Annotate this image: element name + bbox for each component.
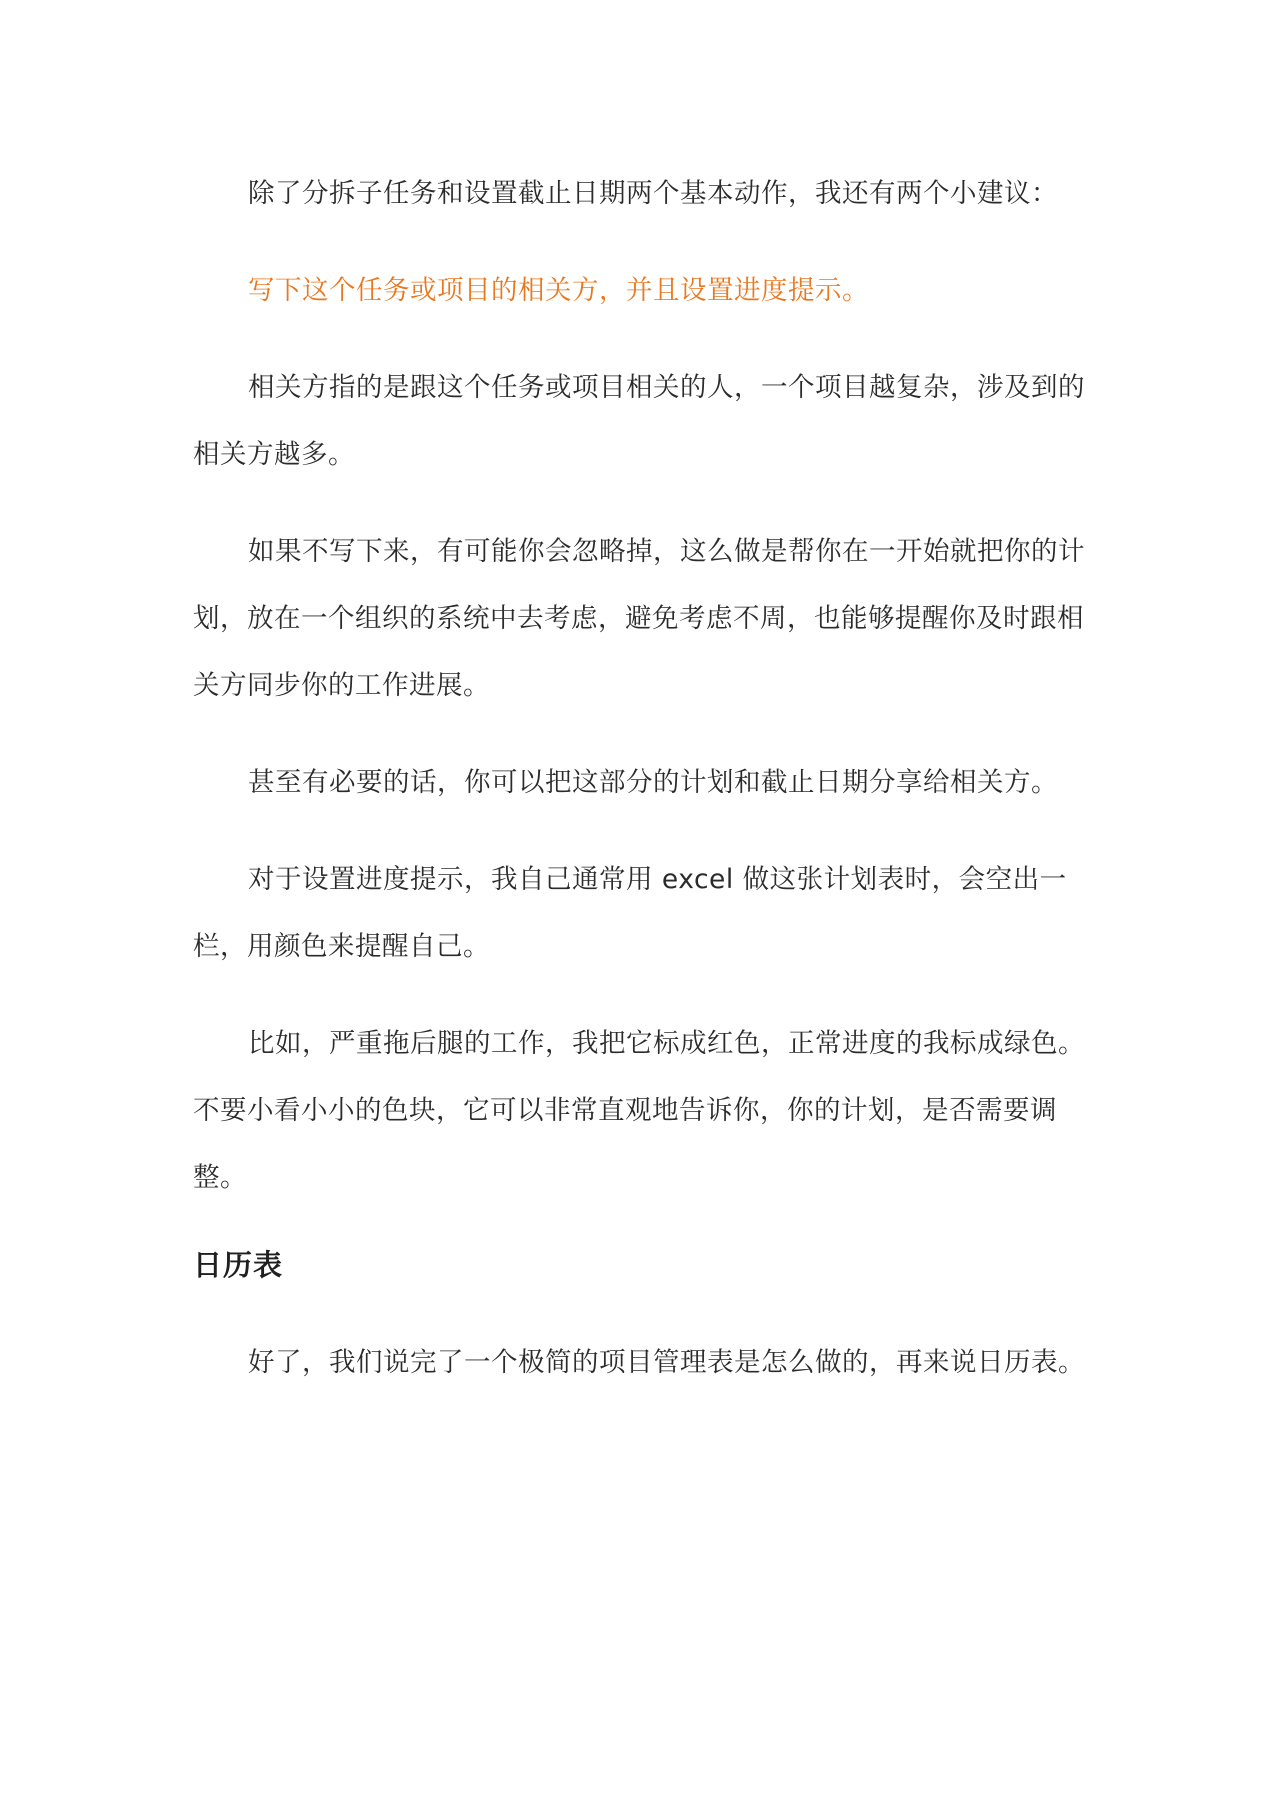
section-heading-calendar: 日历表 <box>193 1248 284 1282</box>
paragraph-stakeholders-definition: 相关方指的是跟这个任务或项目相关的人，一个项目越复杂，涉及到的相关方越多。 <box>193 372 1085 470</box>
paragraph-progress-reminder: 对于设置进度提示，我自己通常用 excel 做这张计划表时，会空出一栏，用颜色来提醒自己。 <box>193 864 1067 962</box>
document-body <box>193 160 1093 1426</box>
paragraph-color-blocks: 比如，严重拖后腿的工作，我把它标成红色，正常进度的我标成绿色。不要小看小小的色块，它可以非常直观地告诉你，你的计划，是否需要调整。 <box>193 1028 1085 1193</box>
paragraph-suggestions-intro: 除了分拆子任务和设置截止日期两个基本动作，我还有两个小建议： <box>248 178 1058 209</box>
paragraph-calendar-intro: 好了，我们说完了一个极简的项目管理表是怎么做的，再来说日历表。 <box>248 1347 1085 1378</box>
paragraph-share-plan: 甚至有必要的话，你可以把这部分的计划和截止日期分享给相关方。 <box>248 767 1058 798</box>
paragraph-highlight-stakeholders: 写下这个任务或项目的相关方，并且设置进度提示。 <box>248 275 869 306</box>
paragraph-write-it-down: 如果不写下来，有可能你会忽略掉，这么做是帮你在一开始就把你的计划，放在一个组织的系统中去考虑，避免考虑不周，也能够提醒你及时跟相关方同步你的工作进展。 <box>193 536 1085 701</box>
